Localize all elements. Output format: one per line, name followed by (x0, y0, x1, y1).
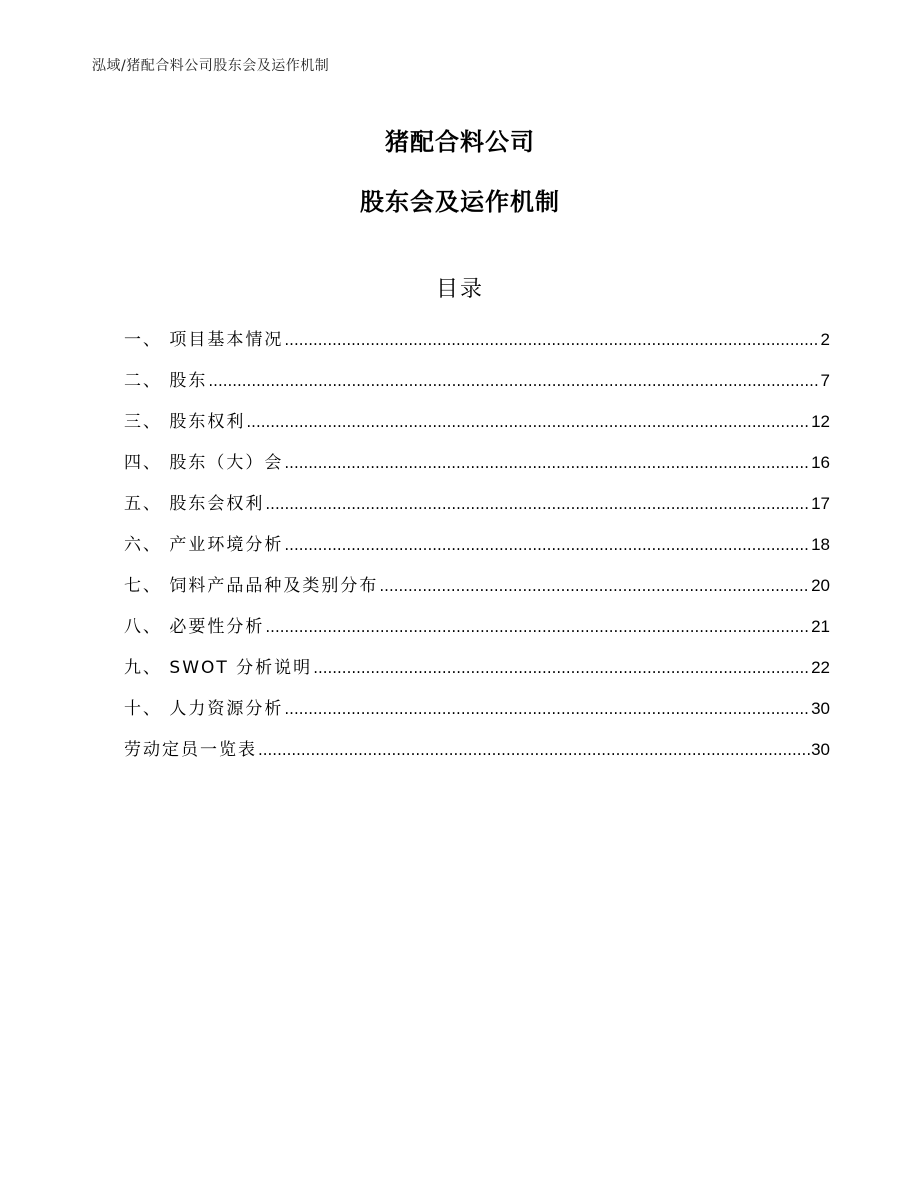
toc-heading: 目录 (435, 277, 484, 302)
toc-entry-page: 2 (820, 330, 830, 349)
toc-entry-page: 17 (811, 494, 830, 513)
toc-leader-dots (258, 741, 810, 759)
toc-leader-dots (284, 700, 810, 718)
running-header: 泓域/猪配合料公司股东会及运作机制 (92, 58, 330, 74)
toc-entry-page: 21 (811, 617, 830, 636)
toc-leader-dots (265, 495, 810, 513)
toc-entry[interactable] (124, 407, 830, 448)
toc-entry-label: 劳动定员一览表 (124, 740, 257, 760)
toc-leader-dots (284, 454, 810, 472)
toc-leader-dots (284, 331, 819, 349)
toc-entry-label: 八、 必要性分析 (124, 617, 265, 637)
toc-entry-label: 一、 项目基本情况 (124, 330, 284, 350)
toc-entry-page: 22 (811, 658, 830, 677)
toc-leader-dots (246, 413, 810, 431)
toc-entry-page: 30 (811, 740, 830, 759)
toc-leader-dots (313, 659, 810, 677)
toc-entry[interactable] (124, 448, 830, 489)
toc-entry-page: 12 (811, 412, 830, 431)
toc-leader-dots (284, 536, 810, 554)
toc-entry[interactable] (124, 530, 830, 571)
toc-entry-label: 七、 饲料产品品种及类别分布 (124, 576, 379, 596)
toc-leader-dots (265, 618, 810, 636)
toc-entry[interactable] (124, 325, 830, 366)
toc-entry-label: 四、 股东（大）会 (124, 453, 284, 473)
toc-entry-page: 20 (811, 576, 830, 595)
toc-entry[interactable] (124, 612, 830, 653)
toc-entry-page: 16 (811, 453, 830, 472)
toc-entry[interactable] (124, 571, 830, 612)
toc-entry-label: 五、 股东会权利 (124, 494, 265, 514)
toc-entry-page: 7 (820, 371, 830, 390)
toc-entry[interactable] (124, 653, 830, 694)
table-of-contents (124, 325, 830, 776)
toc-entry-label: 三、 股东权利 (124, 412, 246, 432)
toc-leader-dots (208, 372, 819, 390)
toc-entry[interactable] (124, 366, 830, 407)
toc-leader-dots (379, 577, 810, 595)
document-title: 猪配合料公司 (385, 128, 535, 156)
toc-entry[interactable] (124, 694, 830, 735)
toc-entry[interactable] (124, 489, 830, 530)
toc-entry-label: 九、 SWOT 分析说明 (124, 658, 313, 678)
document-subtitle: 股东会及运作机制 (360, 188, 560, 216)
toc-entry-label: 六、 产业环境分析 (124, 535, 284, 555)
toc-entry-page: 18 (811, 535, 830, 554)
toc-entry-label: 十、 人力资源分析 (124, 699, 284, 719)
toc-entry-page: 30 (811, 699, 830, 718)
toc-entry[interactable] (124, 735, 830, 776)
toc-entry-label: 二、 股东 (124, 371, 208, 391)
